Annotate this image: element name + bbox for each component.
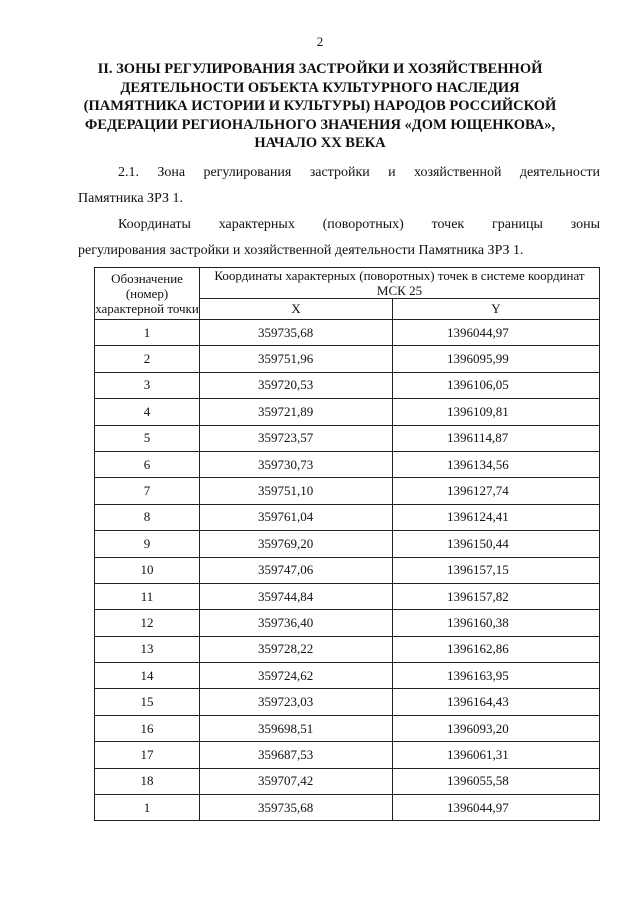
- table-row: [95, 768, 600, 794]
- table-row: [95, 742, 600, 768]
- heading-line: II. ЗОНЫ РЕГУЛИРОВАНИЯ ЗАСТРОЙКИ И ХОЗЯЙСТВЕННОЙ: [97, 61, 543, 77]
- cell-y: 1396055,58: [393, 768, 600, 794]
- header-y: Y: [393, 299, 600, 320]
- paragraph-line: 2.1. Зона регулирования застройки и хозяйственной деятельности: [118, 165, 600, 180]
- header-x: X: [200, 299, 393, 320]
- table-row: [95, 320, 600, 346]
- table-row: [95, 583, 600, 609]
- cell-point-number: 8: [95, 504, 200, 530]
- cell-x: 359724,62: [200, 663, 393, 689]
- heading-line: ФЕДЕРАЦИИ РЕГИОНАЛЬНОГО ЗНАЧЕНИЯ «ДОМ ЮЩЕНКОВА»,: [84, 116, 556, 133]
- cell-x: 359744,84: [200, 583, 393, 609]
- cell-x: 359720,53: [200, 372, 393, 398]
- heading-line: ДЕЯТЕЛЬНОСТИ ОБЪЕКТА КУЛЬТУРНОГО НАСЛЕДИЯ: [120, 79, 520, 96]
- cell-y: 1396157,15: [393, 557, 600, 583]
- cell-point-number: 1: [95, 795, 200, 821]
- table-row: [95, 451, 600, 477]
- cell-x: 359728,22: [200, 636, 393, 662]
- heading-line: (ПАМЯТНИКА ИСТОРИИ И КУЛЬТУРЫ) НАРОДОВ РОССИЙСКОЙ: [83, 98, 557, 114]
- cell-x: 359735,68: [200, 320, 393, 346]
- table-row: [95, 795, 600, 821]
- cell-y: 1396124,41: [393, 504, 600, 530]
- table-row: [95, 557, 600, 583]
- cell-y: 1396163,95: [393, 663, 600, 689]
- cell-point-number: 3: [95, 372, 200, 398]
- cell-y: 1396093,20: [393, 715, 600, 741]
- paragraph-line: Памятника ЗРЗ 1.: [78, 191, 184, 206]
- table-row: [95, 425, 600, 451]
- table-row: [95, 531, 600, 557]
- cell-y: 1396164,43: [393, 689, 600, 715]
- cell-point-number: 15: [95, 689, 200, 715]
- cell-y: 1396106,05: [393, 372, 600, 398]
- table-body: [95, 320, 600, 821]
- cell-x: 359721,89: [200, 399, 393, 425]
- table-row: [95, 689, 600, 715]
- cell-point-number: 16: [95, 715, 200, 741]
- cell-y: 1396157,82: [393, 583, 600, 609]
- cell-point-number: 5: [95, 425, 200, 451]
- cell-y: 1396150,44: [393, 531, 600, 557]
- header-coordinates: Координаты характерных (поворотных) точек в системе координат МСК 25: [200, 268, 600, 299]
- table-row: [95, 399, 600, 425]
- cell-point-number: 17: [95, 742, 200, 768]
- cell-point-number: 2: [95, 346, 200, 372]
- cell-y: 1396127,74: [393, 478, 600, 504]
- cell-x: 359751,96: [200, 346, 393, 372]
- cell-x: 359735,68: [200, 795, 393, 821]
- cell-point-number: 13: [95, 636, 200, 662]
- cell-x: 359747,06: [200, 557, 393, 583]
- table-row: [95, 636, 600, 662]
- cell-point-number: 12: [95, 610, 200, 636]
- cell-point-number: 11: [95, 583, 200, 609]
- cell-y: 1396160,38: [393, 610, 600, 636]
- cell-y: 1396109,81: [393, 399, 600, 425]
- cell-x: 359751,10: [200, 478, 393, 504]
- paragraph-coordinates-intro: [78, 212, 600, 264]
- table-row: [95, 610, 600, 636]
- cell-point-number: 10: [95, 557, 200, 583]
- cell-point-number: 7: [95, 478, 200, 504]
- table-row: [95, 504, 600, 530]
- section-heading: [60, 60, 580, 153]
- header-point-number: Обозначение (номер) характерной точки: [95, 268, 200, 320]
- cell-y: 1396134,56: [393, 451, 600, 477]
- coordinates-table: [94, 267, 600, 821]
- table-row: [95, 715, 600, 741]
- table-row: [95, 372, 600, 398]
- cell-x: 359730,73: [200, 451, 393, 477]
- table-row: [95, 663, 600, 689]
- paragraph-line: регулирования застройки и хозяйственной деятельности Памятника ЗРЗ 1.: [78, 243, 524, 258]
- cell-x: 359761,04: [200, 504, 393, 530]
- table-row: [95, 346, 600, 372]
- cell-point-number: 14: [95, 663, 200, 689]
- cell-y: 1396162,86: [393, 636, 600, 662]
- paragraph-line: Координаты характерных (поворотных) точек границы зоны: [118, 217, 600, 232]
- cell-point-number: 6: [95, 451, 200, 477]
- paragraph-zone-title: [78, 160, 600, 212]
- cell-x: 359723,03: [200, 689, 393, 715]
- cell-point-number: 1: [95, 320, 200, 346]
- cell-x: 359707,42: [200, 768, 393, 794]
- cell-y: 1396044,97: [393, 795, 600, 821]
- heading-line: НАЧАЛО XX ВЕКА: [254, 135, 386, 151]
- cell-point-number: 18: [95, 768, 200, 794]
- cell-x: 359736,40: [200, 610, 393, 636]
- cell-x: 359687,53: [200, 742, 393, 768]
- cell-y: 1396044,97: [393, 320, 600, 346]
- page-number: 2: [316, 34, 324, 49]
- cell-x: 359698,51: [200, 715, 393, 741]
- cell-x: 359769,20: [200, 531, 393, 557]
- cell-x: 359723,57: [200, 425, 393, 451]
- cell-y: 1396061,31: [393, 742, 600, 768]
- cell-point-number: 9: [95, 531, 200, 557]
- table-header-row: [95, 268, 600, 299]
- table-row: [95, 478, 600, 504]
- cell-y: 1396114,87: [393, 425, 600, 451]
- cell-point-number: 4: [95, 399, 200, 425]
- cell-y: 1396095,99: [393, 346, 600, 372]
